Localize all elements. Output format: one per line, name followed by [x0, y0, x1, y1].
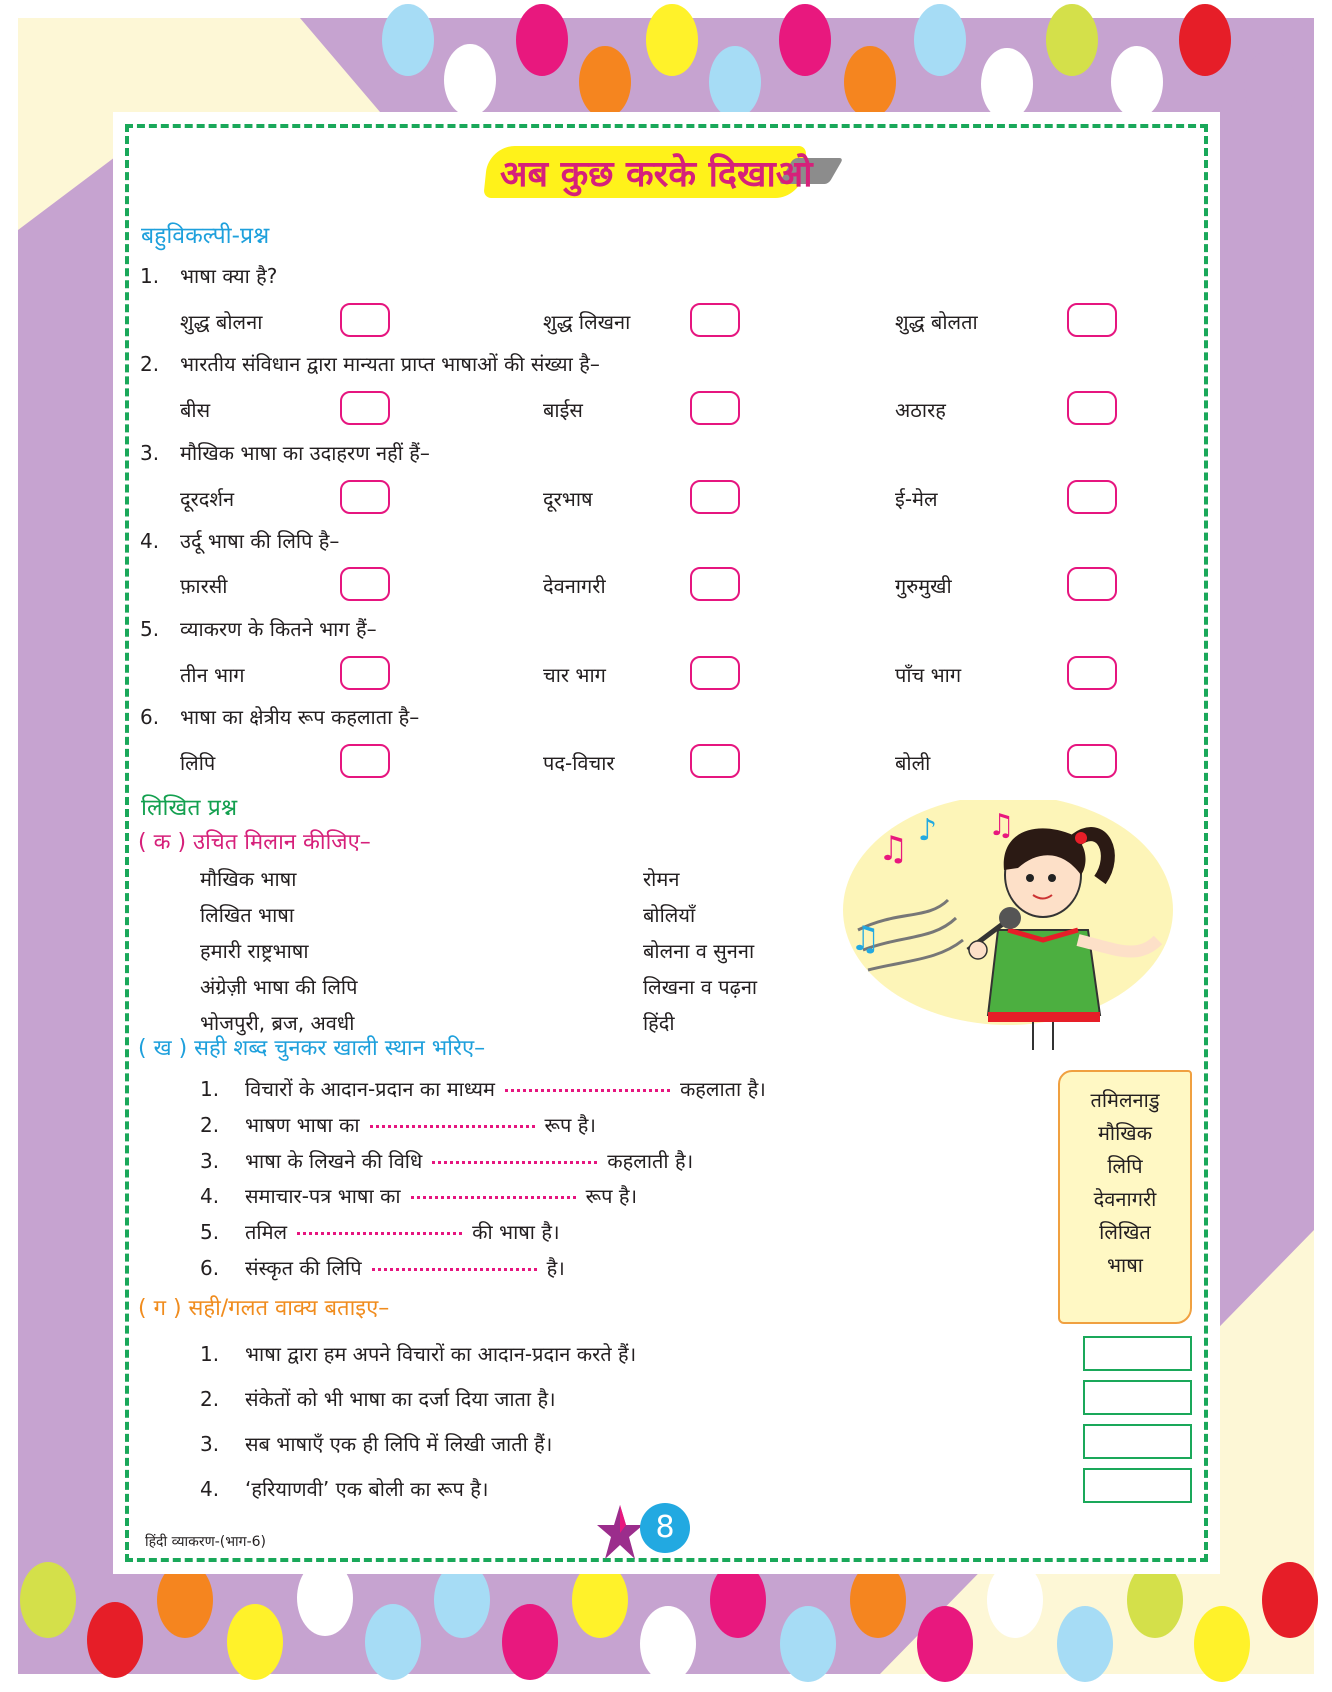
option-label: शुद्ध लिखना [543, 310, 631, 334]
mcq-heading: बहुविकल्पी-प्रश्न [141, 223, 270, 249]
match-left-item: लिखित भाषा [200, 903, 295, 927]
singing-girl-illustration [838, 800, 1188, 1050]
match-right-item: बोलियाँ [643, 903, 696, 927]
word-box-item: भाषा [1107, 1253, 1143, 1277]
fill-number: 3. [200, 1149, 220, 1173]
answer-box[interactable] [690, 567, 740, 601]
word-box [1058, 1070, 1192, 1324]
word-box-item: लिपि [1107, 1154, 1143, 1178]
fill-after: रूप है। [544, 1113, 596, 1137]
answer-box[interactable] [690, 391, 740, 425]
match-right-item: बोलना व सुनना [643, 939, 755, 963]
blank-line[interactable] [411, 1196, 576, 1199]
fill-before: संस्कृत की लिपि [245, 1256, 362, 1280]
fill-item [245, 1254, 565, 1281]
fill-number: 2. [200, 1113, 220, 1137]
fill-before: समाचार-पत्र भाषा का [245, 1184, 401, 1208]
fill-after: रूप है। [585, 1184, 638, 1208]
tf-number: 3. [200, 1432, 220, 1456]
option-label: शुद्ध बोलना [180, 310, 263, 334]
option-label: ई-मेल [895, 487, 938, 511]
answer-box[interactable] [340, 567, 390, 601]
word-box-item: लिखित [1099, 1220, 1151, 1244]
tf-number: 2. [200, 1387, 220, 1411]
fill-number: 6. [200, 1256, 220, 1280]
question-number: 2. [140, 352, 160, 376]
question-text: व्याकरण के कितने भाग हैं– [180, 617, 377, 641]
option-label: देवनागरी [543, 574, 606, 598]
fill-number: 1. [200, 1077, 220, 1101]
word-box-item: देवनागरी [1093, 1187, 1157, 1211]
option-label: फ़ारसी [180, 574, 228, 598]
option-label: गुरुमुखी [895, 574, 952, 598]
option-label: पद-विचार [543, 751, 615, 775]
fill-before: तमिल [245, 1220, 288, 1244]
fill-item [245, 1147, 693, 1174]
question-number: 6. [140, 705, 160, 729]
tf-answer-box[interactable] [1083, 1336, 1192, 1371]
tf-answer-box[interactable] [1083, 1468, 1192, 1503]
tf-statement: भाषा द्वारा हम अपने विचारों का आदान-प्रदान करते हैं। [245, 1342, 637, 1366]
option-label: बीस [180, 398, 211, 422]
question-text: भाषा क्या है? [180, 264, 278, 288]
answer-box[interactable] [690, 744, 740, 778]
answer-box[interactable] [1067, 480, 1117, 514]
tf-statement: ‘हरियाणवी’ एक बोली का रूप है। [245, 1477, 489, 1501]
page-number: 8 [640, 1503, 690, 1553]
answer-box[interactable] [690, 303, 740, 337]
option-label: बोली [895, 751, 931, 775]
svg-text:♫: ♫ [878, 829, 909, 869]
fill-item [245, 1218, 560, 1245]
match-left-item: हमारी राष्ट्रभाषा [200, 939, 309, 963]
question-number: 1. [140, 264, 160, 288]
blank-line[interactable] [370, 1125, 535, 1128]
fill-item [245, 1182, 637, 1209]
fill-before: भाषा के लिखने की विधि [245, 1149, 423, 1173]
tf-answer-box[interactable] [1083, 1380, 1192, 1415]
answer-box[interactable] [1067, 567, 1117, 601]
option-label: पाँच भाग [895, 663, 962, 687]
true-false-heading: ( ग ) सही/गलत वाक्य बताइए– [138, 1296, 390, 1321]
blank-line[interactable] [432, 1161, 597, 1164]
fill-after: है। [546, 1256, 565, 1280]
svg-text:♫: ♫ [988, 808, 1015, 843]
fill-number: 5. [200, 1220, 220, 1244]
answer-box[interactable] [690, 480, 740, 514]
fill-after: कहलाती है। [607, 1149, 694, 1173]
question-text: भारतीय संविधान द्वारा मान्यता प्राप्त भाषाओं की संख्या है– [180, 352, 600, 376]
word-box-item: मौखिक [1097, 1121, 1153, 1145]
fill-after: की भाषा है। [472, 1220, 560, 1244]
option-label: बाईस [543, 398, 583, 422]
fill-item [245, 1111, 596, 1138]
option-label: अठारह [895, 398, 946, 422]
fill-heading: ( ख ) सही शब्द चुनकर खाली स्थान भरिए– [138, 1036, 486, 1061]
match-left-item: भोजपुरी, ब्रज, अवधी [200, 1011, 355, 1035]
option-label: चार भाग [543, 663, 606, 687]
answer-box[interactable] [1067, 656, 1117, 690]
svg-text:♪: ♪ [918, 813, 938, 848]
footer-book-title: हिंदी व्याकरण-(भाग-6) [145, 1534, 266, 1550]
tf-number: 4. [200, 1477, 220, 1501]
title-banner [486, 140, 846, 202]
match-right-item: रोमन [643, 867, 680, 891]
fill-after: कहलाता है। [679, 1077, 766, 1101]
answer-box[interactable] [1067, 744, 1117, 778]
option-label: शुद्ध बोलता [895, 310, 978, 334]
answer-box[interactable] [340, 391, 390, 425]
tf-answer-box[interactable] [1083, 1424, 1192, 1459]
written-heading: लिखित प्रश्न [141, 795, 238, 821]
tf-statement: संकेतों को भी भाषा का दर्जा दिया जाता है। [245, 1387, 556, 1411]
question-number: 3. [140, 441, 160, 465]
tf-statement: सब भाषाएँ एक ही लिपि में लिखी जाती हैं। [245, 1432, 553, 1456]
fill-before: भाषण भाषा का [245, 1113, 360, 1137]
fill-before: विचारों के आदान-प्रदान का माध्यम [245, 1077, 495, 1101]
blank-line[interactable] [297, 1232, 462, 1235]
question-text: मौखिक भाषा का उदाहरण नहीं हैं– [180, 441, 430, 465]
option-label: दूरदर्शन [180, 487, 235, 511]
answer-box[interactable] [340, 744, 390, 778]
option-label: दूरभाष [543, 487, 593, 511]
answer-box[interactable] [340, 656, 390, 690]
tf-number: 1. [200, 1342, 220, 1366]
fill-item [245, 1075, 766, 1102]
blank-line[interactable] [372, 1268, 537, 1271]
option-label: लिपि [180, 751, 216, 775]
match-right-item: लिखना व पढ़ना [643, 975, 758, 999]
answer-box[interactable] [340, 480, 390, 514]
option-label: तीन भाग [180, 663, 245, 687]
answer-box[interactable] [1067, 303, 1117, 337]
answer-box[interactable] [690, 656, 740, 690]
page-title: अब कुछ करके दिखाओ [500, 154, 813, 195]
match-right-item: हिंदी [643, 1011, 675, 1035]
match-left-item: अंग्रेज़ी भाषा की लिपि [200, 975, 358, 999]
blank-line[interactable] [505, 1089, 670, 1092]
question-text: उर्दू भाषा की लिपि है– [180, 529, 340, 553]
svg-text:♫: ♫ [850, 919, 881, 959]
fill-number: 4. [200, 1184, 220, 1208]
question-number: 4. [140, 529, 160, 553]
word-box-item: तमिलनाडु [1090, 1088, 1160, 1112]
star-icon [595, 1503, 645, 1563]
match-heading: ( क ) उचित मिलान कीजिए– [138, 830, 371, 855]
answer-box[interactable] [1067, 391, 1117, 425]
answer-box[interactable] [340, 303, 390, 337]
question-number: 5. [140, 617, 160, 641]
match-left-item: मौखिक भाषा [200, 867, 297, 891]
question-text: भाषा का क्षेत्रीय रूप कहलाता है– [180, 705, 420, 729]
